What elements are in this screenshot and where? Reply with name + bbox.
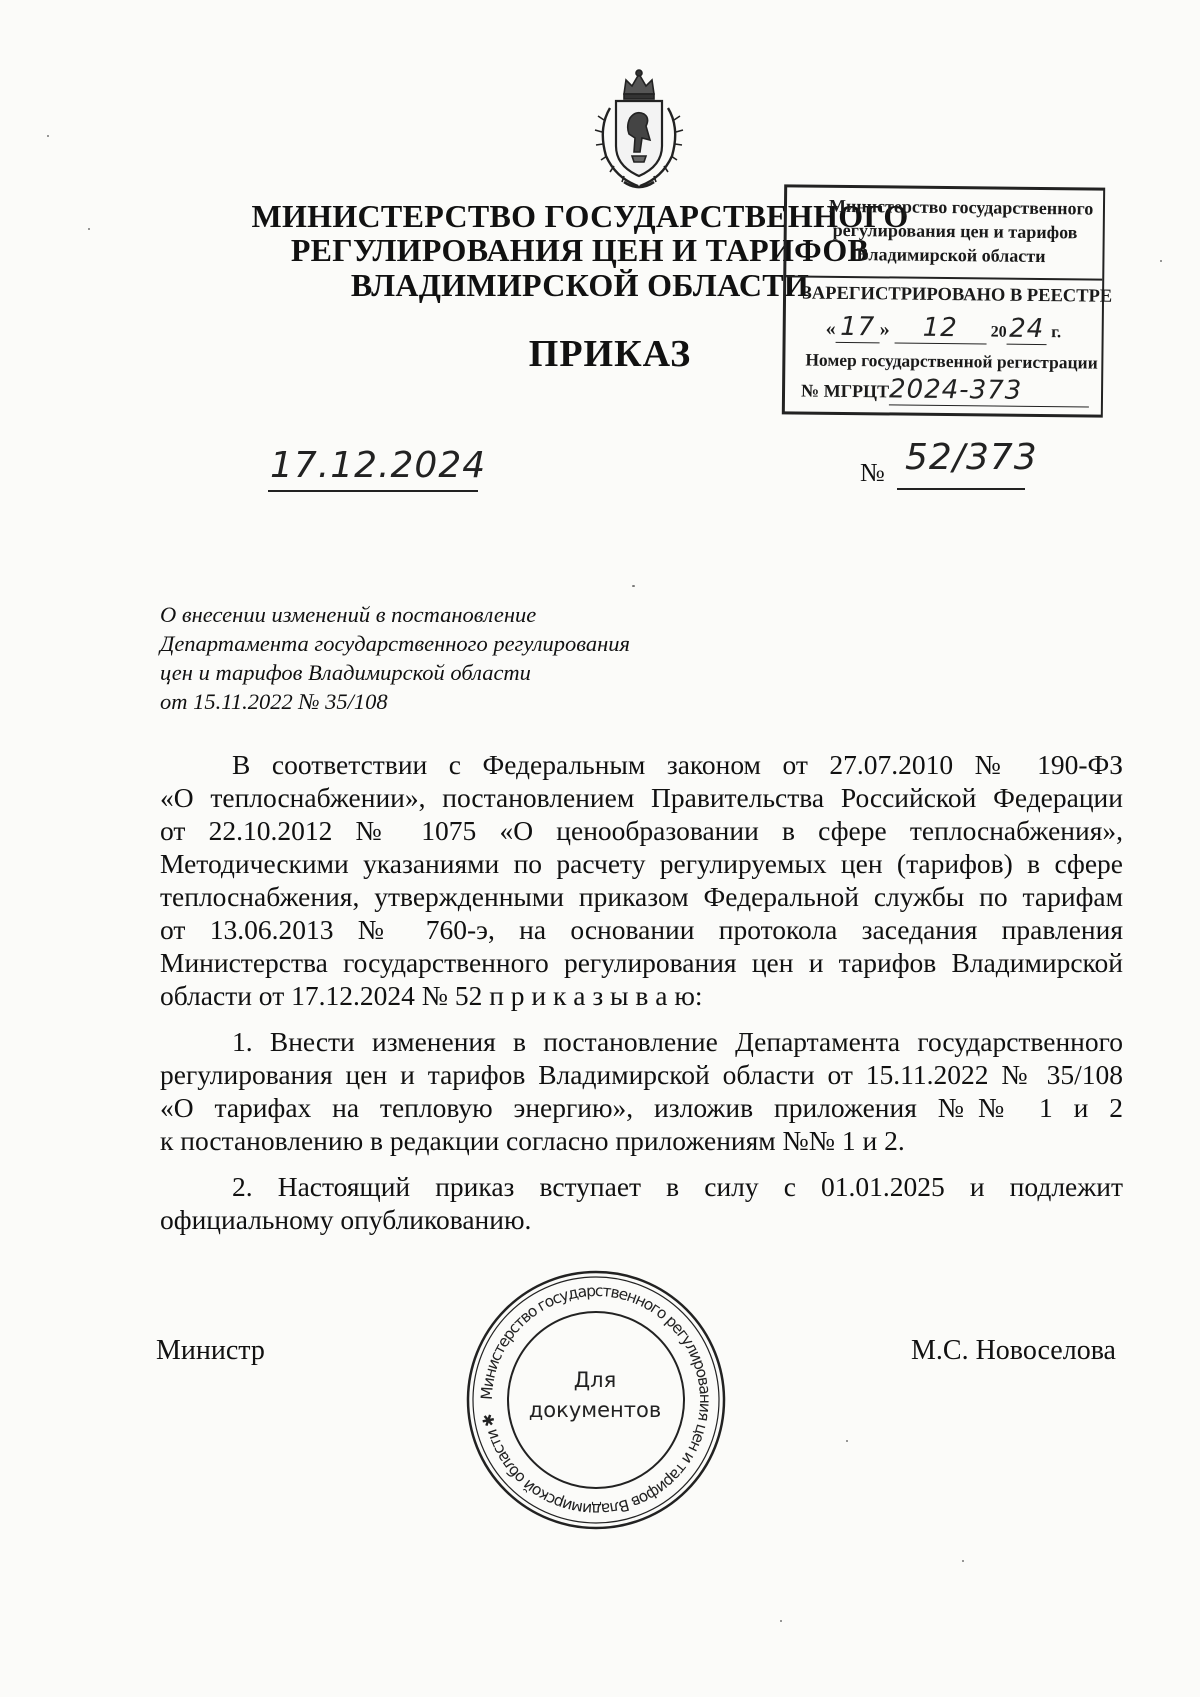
scan-speck <box>962 1560 964 1562</box>
scan-speck <box>780 1620 782 1622</box>
body-paragraph1-line: от 22.10.2012 № 1075 «О ценообразовании в сфере теплоснабжения», <box>160 815 1123 846</box>
body-paragraph3-line: официальному опубликованию. <box>160 1204 532 1235</box>
order-date-underline <box>268 490 478 492</box>
reg-stamp-divider <box>786 275 1102 280</box>
order-date: 17.12.2024 <box>270 445 487 486</box>
order-title: ПРИКАЗ <box>528 333 692 375</box>
body-paragraph1-line: В соответствии с Федеральным законом от 27.07.2010 № 190-ФЗ <box>232 749 1123 780</box>
body-paragraph2-line: регулирования цен и тарифов Владимирской области от 15.11.2022 № 35/108 <box>160 1059 1123 1090</box>
scan-speck <box>846 1440 848 1442</box>
body-paragraph1-line: Министерства государственного регулирования цен и тарифов Владимирской <box>160 947 1123 978</box>
subject-line: от 15.11.2022 № 35/108 <box>160 689 388 714</box>
seal-ring-text: Министерство государственного регулирования цен и тарифов Владимирской области ✱ <box>477 1281 715 1519</box>
seal-center-line1: Для <box>573 1368 617 1392</box>
seal-center-text <box>520 1365 670 1425</box>
reg-stamp-line3: Владимирской области <box>856 244 1046 267</box>
scan-speck <box>88 228 90 230</box>
subject-line: О внесении изменений в постановление <box>160 602 537 627</box>
body-paragraph1-line: от 13.06.2013 № 760-э, на основании протокола заседания правления <box>160 914 1123 945</box>
ministry-name-line3: ВЛАДИМИРСКОЙ ОБЛАСТИ <box>350 267 810 303</box>
reg-stamp-day: 17 <box>836 312 880 343</box>
reg-stamp-year-g: г. <box>1051 322 1062 342</box>
reg-stamp-mgrct <box>801 374 1089 408</box>
ministry-name-line1: МИНИСТЕРСТВО ГОСУДАРСТВЕННОГО <box>251 198 909 234</box>
reg-stamp-date: « 17 » 12 2024 г. <box>825 311 1062 345</box>
signer-title: Министр <box>156 1335 265 1366</box>
body-paragraph1-line: Методическими указаниями по расчету регулируемых цен (тарифов) в сфере <box>160 848 1123 879</box>
scan-speck <box>1160 260 1162 262</box>
body-paragraph1-line: «О теплоснабжении», постановлением Правительства Российской Федерации <box>160 782 1123 813</box>
order-number-underline <box>897 488 1025 490</box>
registration-stamp <box>782 184 1113 417</box>
coat-of-arms-emblem <box>580 68 698 192</box>
signer-name: М.С. Новоселова <box>911 1335 1116 1366</box>
body-paragraph3-line: 2. Настоящий приказ вступает в силу с 01.01.2025 и подлежит <box>232 1171 1123 1202</box>
reg-stamp-year-prefix: 20 <box>990 323 1007 341</box>
reg-stamp-line1: Министерство государственного <box>828 195 1094 219</box>
scan-speck <box>47 135 49 137</box>
subject-line: цен и тарифов Владимирской области <box>160 660 531 685</box>
order-number: 52/373 <box>905 437 1038 478</box>
body-paragraph1-line: теплоснабжения, утвержденными приказом Федеральной службы по тарифам <box>160 881 1123 912</box>
reg-stamp-month: 12 <box>894 312 986 344</box>
order-number-sign: № <box>860 458 885 487</box>
body-paragraph1-line: области от 17.12.2024 № 52 п р и к а з ы в а ю: <box>160 980 703 1011</box>
reg-stamp-registered: ЗАРЕГИСТРИРОВАНО В РЕЕСТРЕ <box>801 283 1113 307</box>
body-paragraph2-line: 1. Внести изменения в постановление Департамента государственного <box>232 1026 1123 1057</box>
scan-speck <box>632 585 635 587</box>
body-paragraph2-line: к постановлению в редакции согласно приложениям №№ 1 и 2. <box>160 1125 905 1156</box>
seal-center-line2: документов <box>528 1398 662 1422</box>
reg-stamp-mgrct-label: № МГРЦТ <box>800 380 890 402</box>
body-paragraph2-line: «О тарифах на тепловую энергию», изложив приложения №№ 1 и 2 <box>160 1092 1123 1123</box>
ministry-name-line2: РЕГУЛИРОВАНИЯ ЦЕН И ТАРИФОВ <box>290 232 870 268</box>
reg-stamp-mgrct-number: 2024-373 <box>889 374 1089 407</box>
reg-stamp-year: 24 <box>1007 314 1047 345</box>
reg-stamp-line2: регулирования цен и тарифов <box>832 219 1078 243</box>
reg-stamp-number-label: Номер государственной регистрации <box>805 349 1098 373</box>
subject-line: Департамента государственного регулирования <box>160 631 631 656</box>
